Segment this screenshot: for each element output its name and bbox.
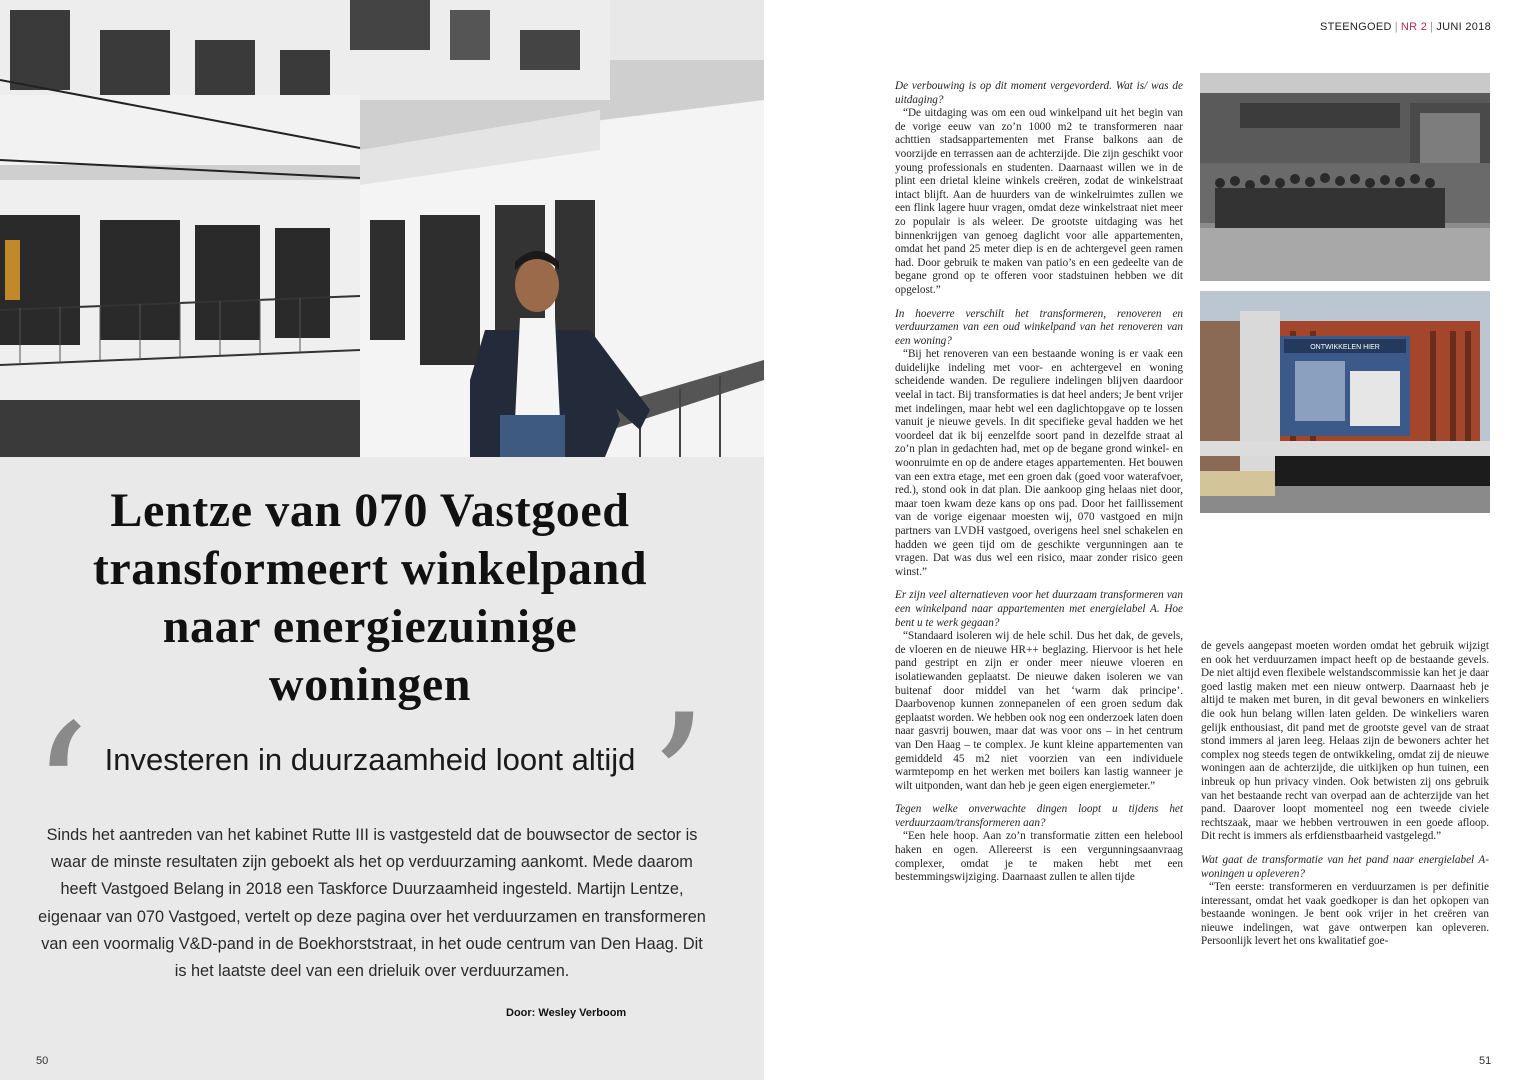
close-quote-mark: ’ xyxy=(648,674,709,895)
article-column-2 xyxy=(1201,640,1489,959)
masthead-issue: NR 2 xyxy=(1400,21,1428,33)
headline xyxy=(20,482,720,714)
banner-text: ONTWIKKELEN HIER xyxy=(1310,344,1380,351)
intro-paragraph: Sinds het aantreden van het kabinet Rutte III is vastgesteld dat de bouwsector de sector is waar de minste resultaten zijn geboekt als het op verduurzaming aankomt. Mede daarom heeft Vastgoed Belang in 2018 een Taskforce Duurzaamheid ingesteld. Martijn Lentze, eigenaar van 070 Vastgoed, vertelt op deze pagina over het verduurzamen en transformeren van een voormalig V&D-pand in de Boekhorststraat, in het oude centrum van Den Haag. Dit is het laatste deel van een drieluik over verduurzamen. xyxy=(38,826,706,981)
page-number-left: 50 xyxy=(36,1055,49,1067)
answer: “Een hele hoop. Aan zo’n transformatie zitten een helebool haken en ogen. Allereerst is een vergunningsaanvraag complexer, omdat je te maken hebt met een bestemmingswijziging. Daarnaast zullen te allen tijde xyxy=(895,830,1183,884)
answer: “De uitdaging was om een oud winkelpand uit het begin van de vorige eeuw van zo’n 1000 m2 te transformeren naar achttien stadsappartementen met Franse balkons aan de voorzijde en terrassen aan de achterzijde. Die zijn geschikt voor young professionals en studenten. Daarnaast willen we in de plint een drietal kleine winkels creëren, zodat de winkelstraat intact blijft. Aan de huurders van de winkelruimtes zullen we een flink lagere huur vragen, omdat deze winkelstraat niet meer zo populair is als weleer. De grootste uitdaging was het binnenkrijgen van genoeg daglicht voor alle appartementen, omdat het pand 25 meter diep is en de achtergevel geen ramen had. Door gebruik te maken van patio’s en een gedeelte van de begane grond op te offeren voor stadstuinen hebben we dit opgelost.” xyxy=(895,107,1183,296)
masthead-divider: | xyxy=(1394,21,1398,33)
author-byline: Door: Wesley Verboom xyxy=(506,1007,627,1019)
answer: “Ten eerste: transformeren en verduurzamen is per definitie interessant, omdat het vaak goedkoper is dan het opkopen van bestaande woningen. Je bent ook vrijer in het creëren van nieuwe indelingen, wat gave ontwerpen kan opleveren. Persoonlijk levert het ons kwalitatief goe- xyxy=(1201,881,1489,948)
hero-photo-illustration xyxy=(0,0,764,457)
question: Er zijn veel alternatieven voor het duurzaam transformeren van een winkelpand naar appartementen met energielabel A. Hoe bent u te werk gegaan? xyxy=(895,589,1183,629)
masthead-divider: | xyxy=(1430,21,1434,33)
subheadline: Investeren in duurzaamheid loont altijd xyxy=(104,742,636,777)
historic-photo-illustration xyxy=(1200,73,1490,281)
question: Wat gaat de transformatie van het pand naar energielabel A-woningen u opleveren? xyxy=(1201,853,1489,880)
article-column-1 xyxy=(895,80,1183,895)
question: Tegen welke onverwachte dingen loopt u tijdens het verduurzaam/transformeren aan? xyxy=(895,803,1183,829)
open-quote-mark: ‘ xyxy=(30,684,91,905)
headline-line-1: Lentze van 070 Vastgoed xyxy=(110,484,630,537)
question: De verbouwing is op dit moment vergevorderd. Wat is/ was de uitdaging? xyxy=(895,80,1183,106)
page-number-right: 51 xyxy=(1479,1055,1492,1067)
masthead xyxy=(1320,21,1491,33)
question: In hoeverre verschilt het transformeren, renoveren en verduurzamen van een oud winkelpand van het renoveren van een woning? xyxy=(895,307,1183,347)
answer: “Standaard isoleren wij de hele schil. Dus het dak, de gevels, de vloeren en de nieuwe HR++ beglazing. Hiervoor is het hele pand gestript en zijn er onder meer nieuwe vloeren en isolatiewanden geplaatst. De nieuwe daken isoleren we van buitenaf door middel van het ‘warm dak principe’. Daarbovenop kunnen zonnepanelen of een groen sedum dak geplaatst worden. We hebben ook nog een onderzoek laten doen naar gasvrij bouwen, maar dat was voor ons – in het centrum van Den Haag – te complex. Je kunt kleine appartementen van gemiddeld 45 m2 niet voorzien van een individuele warmtepomp en het werken met boilers kan lastig wanneer je wilt uitponden, want dan heb je geen eigen energiemeter.” xyxy=(895,630,1183,792)
headline-line-4: woningen xyxy=(268,658,472,711)
current-building-illustration xyxy=(1200,291,1490,513)
headline-line-2: transformeert winkelpand xyxy=(92,542,648,595)
headline-line-3: naar energiezuinige xyxy=(162,600,578,653)
masthead-brand: STEENGOED xyxy=(1319,21,1392,33)
historic-photo xyxy=(1200,73,1490,281)
current-building-photo xyxy=(1200,291,1490,513)
answer-continuation: de gevels aangepast moeten worden omdat het gebruik wijzigt en ook het verduurzamen impact heeft op de bestaande gevels. De niet altijd even flexibele welstandscommissie kan het je daar goed lastig maken met een nieuw ontwerp. Daarnaast heb je altijd te maken met buren, in dit geval bewoners en winkeliers die ook hun belang willen laten gelden. De winkeliers waren gelijk enthousiast, dit pand met de grootste gevel van de straat stond immers al jaren leeg. Helaas zijn de bewoners achter het complex nog steeds tegen de ontwikkeling, omdat zij de nieuwe woningen aan de achterzijde, die uitkijken op hun tuinen, een inbreuk op hun privacy vinden. Ook betwisten zij ons gebruik van het bestaande recht van overpad aan de achterzijde van het pand. Daarover loopt momenteel nog een tweede civiele rechtszaak, maar we hebben vertrouwen in een goede afloop. Dit recht is immers als erfdienstbaarheid vastgelegd.” xyxy=(1201,640,1489,843)
answer: “Bij het renoveren van een bestaande woning is er vaak een duidelijke indeling met voor- en achtergevel en woning scheidende wanden. De reguliere indelingen blijven daardoor veelal in tact. Bij transformaties is dat heel anders; Je bent vrijer met indelingen, maar hebt wel een daglichtopgave op te lossen vanuit je nieuwe gevels. In dit specifieke geval hadden we het voordeel dat ik bij eenzelfde soort pand in dezelfde straat al zo’n plan in gedachten had, met op de begane grond winkel- en woonruimte en op de andere etages appartementen. Het bouwen van een extra etage, met een groen dak (goed voor waterafvoer, red.), stond ook in dat plan. Die aankoop ging helaas niet door, maar toen kwam deze kans op ons pad. Door het faillissement van de vorige eigenaar moesten wij, 070 vastgoed en mijn partners van LVDH vastgoed, overigens heel snel schakelen en hadden we geen tijd om de geschikte vergunningen aan te vragen. Dat was dus wel een risico, maar zonder risico geen winst.” xyxy=(895,348,1183,578)
masthead-date: JUNI 2018 xyxy=(1436,21,1491,33)
hero-photo xyxy=(0,0,764,457)
